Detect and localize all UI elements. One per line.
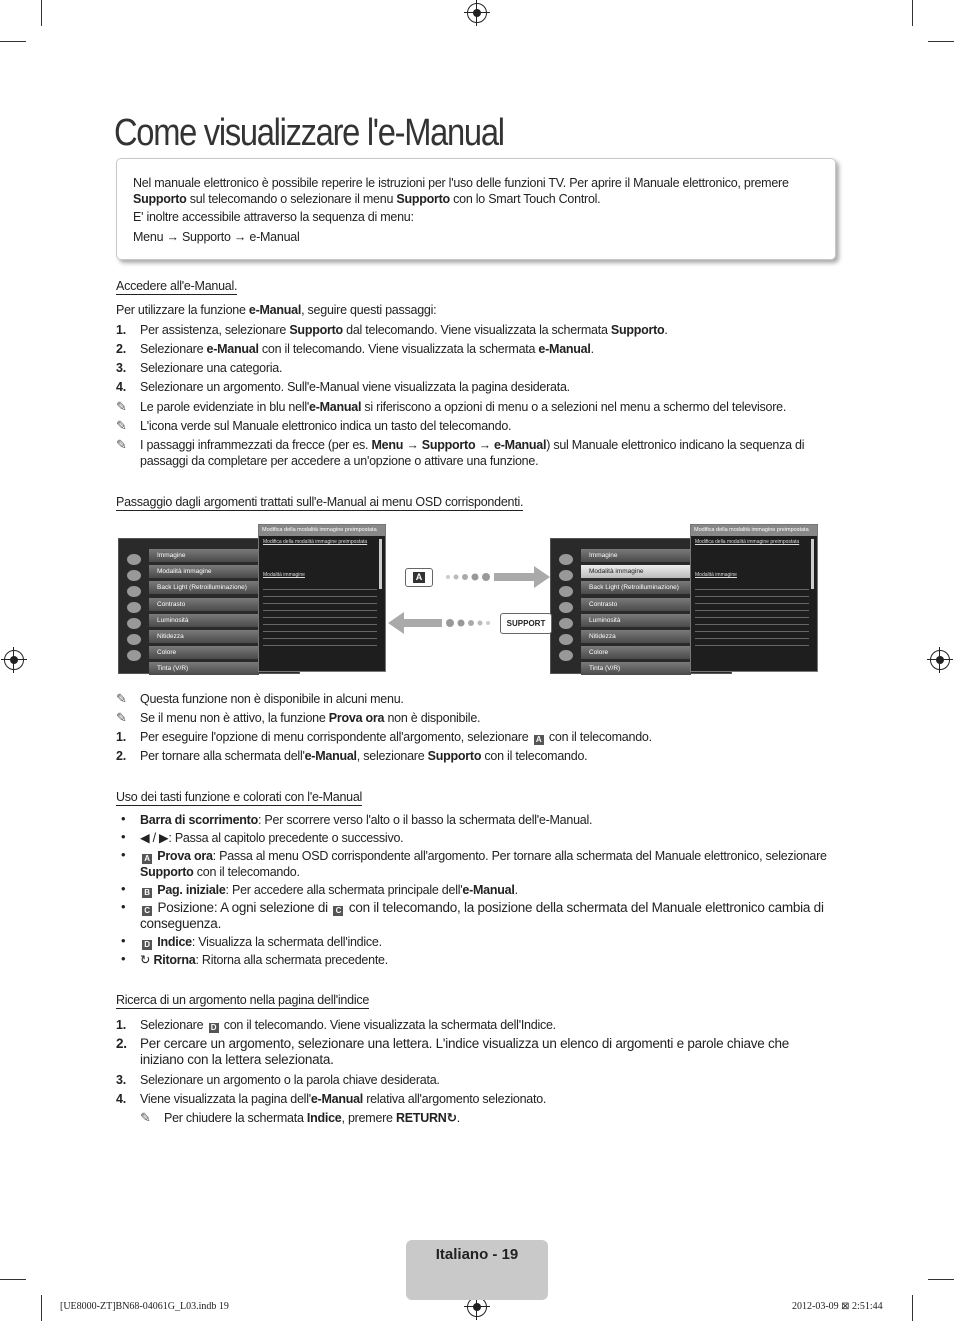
osd-menu-item: Immagine — [581, 549, 691, 562]
registration-mark-icon — [467, 3, 487, 23]
emanual-panel — [690, 524, 818, 672]
emanual-panel-subtitle: Modifica della modalità immagine preimpostata — [263, 539, 368, 545]
osd-menu — [581, 549, 691, 679]
emanual-panel — [258, 524, 386, 672]
intro-paragraph: E' inoltre accessibile attraverso la sequenza di menu: — [133, 210, 414, 224]
registration-mark-icon — [4, 650, 24, 670]
osd-menu-item: Nitidezza — [149, 630, 259, 643]
pencil-note-icon: ✎ — [140, 1110, 151, 1125]
section-heading: Accedere all'e-Manual. — [116, 279, 238, 293]
c-key-icon: C — [333, 906, 343, 916]
pencil-note-icon: ✎ — [116, 437, 127, 452]
osd-menu-item: Tinta (V/R) — [149, 662, 259, 675]
osd-menu-item: Modalità immagine — [149, 565, 259, 578]
crop-mark — [41, 1295, 42, 1321]
a-button[interactable]: A — [405, 568, 433, 587]
intro-menu-path: Menu → Supporto → e-Manual — [133, 230, 300, 244]
a-key-icon: A — [534, 735, 544, 745]
page-title: Come visualizzare l'e-Manual — [114, 112, 504, 154]
osd-menu-item: Luminosità — [581, 614, 691, 627]
emanual-panel-subtitle: Modifica della modalità immagine preimpostata — [695, 539, 800, 545]
d-key-icon: D — [142, 940, 152, 950]
osd-menu-item: Colore — [581, 646, 691, 659]
page-number: Italiano - 19 — [406, 1240, 548, 1300]
crop-mark — [0, 1279, 26, 1280]
osd-menu-item: Contrasto — [149, 598, 259, 611]
crop-mark — [928, 1279, 954, 1280]
section-heading: Ricerca di un argomento nella pagina dell'indice — [116, 993, 370, 1007]
d-key-icon: D — [209, 1023, 219, 1033]
crop-mark — [41, 0, 42, 26]
section-lead: Per utilizzare la funzione e-Manual, seguire questi passaggi: — [116, 303, 437, 317]
crop-mark — [912, 1295, 913, 1321]
osd-icon-rail — [555, 549, 577, 669]
support-button[interactable]: SUPPORT — [500, 613, 552, 634]
crop-mark — [928, 41, 954, 42]
osd-menu-item-selected: Modalità immagine — [581, 565, 691, 578]
emanual-panel-header: Modifica della modalità immagine preimpostata — [691, 525, 817, 536]
section-heading: Passaggio dagli argomenti trattati sull'e-Manual ai menu OSD corrispondenti. — [116, 495, 524, 509]
emanual-panel-item: Modalità immagine — [263, 572, 305, 578]
intro-paragraph: Nel manuale elettronico è possibile reperire le istruzioni per l'uso delle funzioni TV. Per aprire il Manuale elettronico, premere Supporto sul telecomando o selezionare il menu Supporto con lo Smart Touch Control. — [133, 176, 789, 206]
osd-menu-item: Back Light (Retroilluminazione) — [149, 581, 259, 594]
c-key-icon: C — [142, 906, 152, 916]
scrollbar — [811, 539, 814, 589]
osd-menu-item: Tinta (V/R) — [581, 662, 691, 675]
section-heading: Uso dei tasti funzione e colorati con l'e-Manual — [116, 790, 363, 804]
osd-icon-rail — [123, 549, 145, 669]
osd-menu — [149, 549, 259, 679]
return-icon: ↻ — [140, 953, 151, 967]
pencil-note-icon: ✎ — [116, 710, 127, 725]
emanual-panel-header: Modifica della modalità immagine preimpostata — [259, 525, 385, 536]
scrollbar — [379, 539, 382, 589]
osd-menu-item: Immagine — [149, 549, 259, 562]
emanual-panel-item: Modalità immagine — [695, 572, 737, 578]
pencil-note-icon: ✎ — [116, 399, 127, 414]
arrows-icon — [386, 610, 498, 636]
footer-file-info: [UE8000-ZT]BN68-04061G_L03.indb 19 — [60, 1301, 229, 1312]
osd-menu-item: Back Light (Retroilluminazione) — [581, 581, 691, 594]
pencil-note-icon: ✎ — [116, 418, 127, 433]
osd-menu-item: Colore — [149, 646, 259, 659]
intro-box — [116, 158, 836, 260]
osd-menu-item: Contrasto — [581, 598, 691, 611]
osd-menu-item: Nitidezza — [581, 630, 691, 643]
a-key-icon: A — [142, 854, 152, 864]
registration-mark-icon — [467, 1297, 487, 1317]
crop-mark — [0, 41, 26, 42]
crop-mark — [912, 0, 913, 26]
b-key-icon: B — [142, 888, 152, 898]
osd-menu-item: Luminosità — [149, 614, 259, 627]
registration-mark-icon — [930, 650, 950, 670]
footer-timestamp: 2012-03-09 ⊠ 2:51:44 — [792, 1301, 883, 1312]
pencil-note-icon: ✎ — [116, 691, 127, 706]
